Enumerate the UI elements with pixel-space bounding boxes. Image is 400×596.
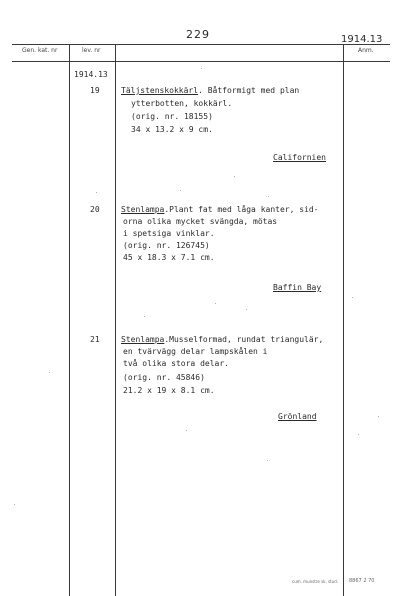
- scan-speck: [201, 68, 202, 69]
- entry-line: ytterbotten, kokkärl.: [131, 99, 233, 108]
- entry-first-line: [121, 205, 318, 215]
- entry-term: Stenlampa: [121, 205, 165, 214]
- scan-speck: [378, 416, 379, 417]
- scan-speck: [246, 309, 247, 310]
- scan-speck: [14, 504, 15, 505]
- entry-place: Grönland: [278, 412, 317, 421]
- ledger-year: 1914.13: [341, 34, 383, 45]
- entry-lev-nr: 21: [90, 335, 100, 344]
- entry-term: Stenlampa: [121, 335, 165, 344]
- scan-speck: [234, 176, 235, 177]
- form-code: 8867 2 70: [349, 578, 375, 584]
- entry-place: Californien: [273, 153, 326, 162]
- entry-place: Baffin Bay: [273, 283, 322, 292]
- entry-line: orna olika mycket svängda, mötas: [123, 217, 278, 226]
- scan-speck: [358, 434, 359, 435]
- scan-speck: [186, 430, 187, 431]
- entry-line: 45 x 18.3 x 7.1 cm.: [123, 253, 215, 262]
- scan-speck: [49, 372, 50, 373]
- column-header-lev-nr: lev. nr: [82, 47, 101, 54]
- entry-lev-nr: 20: [90, 205, 100, 214]
- group-year: 1914.13: [74, 70, 108, 79]
- entry-description-first: . Båtformigt med plan: [198, 86, 300, 95]
- entry-line: (orig. nr. 18155): [131, 112, 213, 121]
- column-divider-2: [115, 44, 116, 596]
- entry-line: (orig. nr. 45846): [123, 373, 205, 382]
- entry-line: 21.2 x 19 x 8.1 cm.: [123, 386, 215, 395]
- scan-speck: [96, 192, 97, 193]
- entry-description-first: .Plant fat med låga kanter, sid-: [164, 205, 319, 214]
- entry-line: i spetsiga vinklar.: [123, 229, 215, 238]
- entry-line: (orig. nr. 126745): [123, 241, 210, 250]
- column-header-kat-nr: Gen. kat. nr: [22, 47, 58, 54]
- entry-description-first: .Musselformad, rundat triangulär,: [164, 335, 324, 344]
- printer-imprint: cum. munstre sk. stud.: [292, 579, 339, 584]
- entry-line: två olika stora delar.: [123, 359, 229, 368]
- entry-line: en tvärvägg delar lampskålen i: [123, 347, 268, 356]
- column-header-anm: Anm.: [358, 47, 374, 54]
- page-number: 229: [186, 28, 210, 41]
- column-divider-1: [69, 44, 70, 596]
- scan-speck: [268, 196, 269, 197]
- column-divider-3: [343, 44, 344, 596]
- entry-first-line: [121, 335, 323, 345]
- entry-first-line: [121, 86, 299, 96]
- scan-speck: [267, 460, 268, 461]
- entry-lev-nr: 19: [90, 86, 100, 95]
- scan-speck: [180, 190, 181, 191]
- scan-speck: [352, 297, 353, 298]
- scan-speck: [144, 316, 145, 317]
- scan-speck: [215, 303, 216, 304]
- entry-term: Täljstenskokkärl: [121, 86, 199, 95]
- entry-line: 34 x 13.2 x 9 cm.: [131, 125, 213, 134]
